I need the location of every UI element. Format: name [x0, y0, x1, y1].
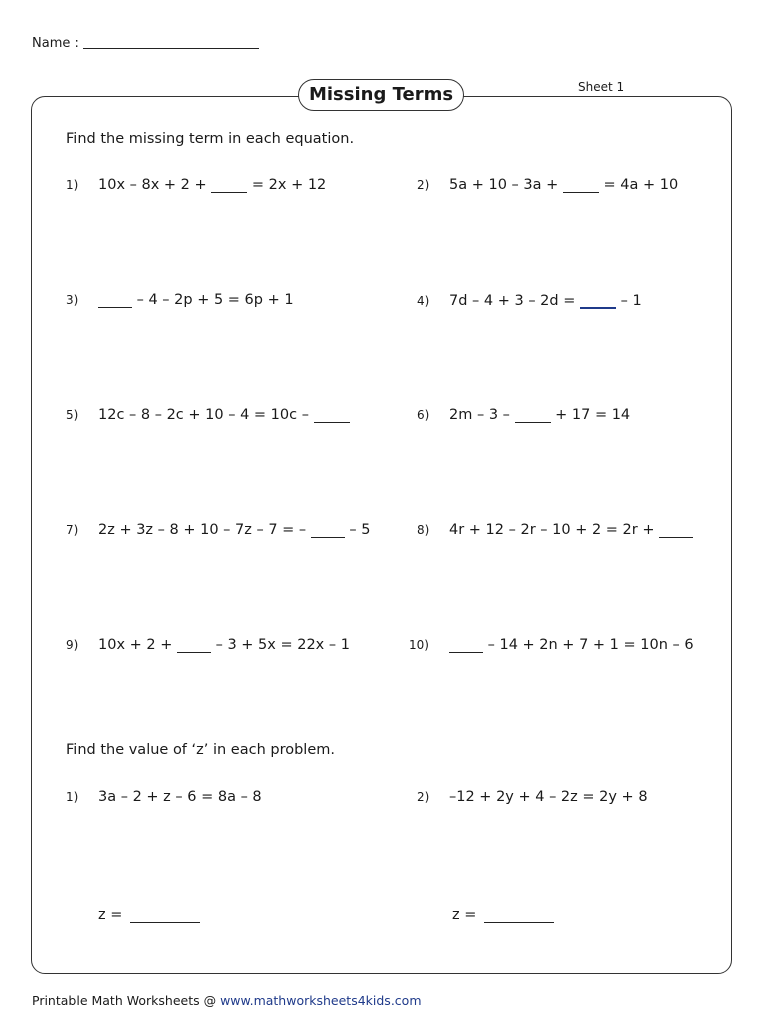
problem-text-before: 10x + 2 + — [98, 637, 173, 653]
name-input-line[interactable] — [83, 34, 259, 49]
problem-number: 10) — [409, 638, 429, 652]
footer — [32, 993, 422, 1008]
worksheet-title: Missing Terms — [298, 79, 464, 111]
problem-text-after: = 4a + 10 — [603, 177, 679, 193]
problem-text-after: + 17 = 14 — [555, 407, 631, 423]
answer-label: z = — [98, 907, 123, 923]
name-label: Name : — [32, 36, 79, 51]
problem-number: 6) — [417, 408, 430, 422]
missing-term-blank[interactable] — [98, 292, 132, 308]
z-problem-1 — [66, 789, 262, 805]
missing-term-blank[interactable] — [211, 177, 247, 193]
problem-number: 1) — [66, 178, 79, 192]
problem-5 — [66, 407, 350, 423]
z-problem-2 — [417, 789, 648, 805]
answer-input-line[interactable] — [484, 907, 554, 923]
missing-term-blank[interactable] — [449, 637, 483, 653]
missing-term-blank[interactable] — [580, 292, 616, 309]
problem-text-after: = 2x + 12 — [251, 177, 327, 193]
problem-text-after: – 4 – 2p + 5 = 6p + 1 — [136, 292, 294, 308]
problem-text-after: – 5 — [349, 522, 371, 538]
z-answer-1 — [98, 907, 200, 923]
problem-text-after: – 14 + 2n + 7 + 1 = 10n – 6 — [487, 637, 694, 653]
problem-1 — [66, 177, 326, 193]
problem-text-before: 12c – 8 – 2c + 10 – 4 = 10c – — [98, 407, 309, 423]
problem-text-before: 4r + 12 – 2r – 10 + 2 = 2r + — [449, 522, 655, 538]
problem-7 — [66, 522, 370, 538]
footer-url-link[interactable]: www.mathworksheets4kids.com — [220, 993, 422, 1008]
problem-number: 3) — [66, 293, 79, 307]
missing-term-blank[interactable] — [314, 407, 350, 423]
problem-number: 4) — [417, 294, 430, 308]
section2-instruction: Find the value of ‘z’ in each problem. — [66, 742, 335, 758]
sheet-label: Sheet 1 — [578, 80, 625, 94]
answer-input-line[interactable] — [130, 907, 200, 923]
problem-number: 7) — [66, 523, 79, 537]
problem-text-before: 2m – 3 – — [449, 407, 510, 423]
problem-4 — [417, 292, 642, 309]
missing-term-blank[interactable] — [177, 637, 211, 653]
problem-8 — [417, 522, 693, 538]
missing-term-blank[interactable] — [515, 407, 551, 423]
missing-term-blank[interactable] — [563, 177, 599, 193]
section1-instruction: Find the missing term in each equation. — [66, 131, 355, 147]
problem-number: 9) — [66, 638, 79, 652]
problem-9 — [66, 637, 350, 653]
problem-text-before: 10x – 8x + 2 + — [98, 177, 207, 193]
problem-text-before: 7d – 4 + 3 – 2d = — [449, 293, 576, 309]
problem-10 — [409, 637, 694, 653]
problem-text-before: 2z + 3z – 8 + 10 – 7z – 7 = – — [98, 522, 307, 538]
problem-2 — [417, 177, 678, 193]
missing-term-blank[interactable] — [311, 522, 345, 538]
problem-number: 8) — [417, 523, 430, 537]
problem-number: 1) — [66, 790, 79, 804]
footer-text: Printable Math Worksheets @ — [32, 993, 217, 1008]
z-answer-2 — [452, 907, 554, 923]
problem-text-before: 5a + 10 – 3a + — [449, 177, 559, 193]
problem-equation: –12 + 2y + 4 – 2z = 2y + 8 — [449, 789, 648, 805]
problem-6 — [417, 407, 630, 423]
answer-label: z = — [452, 907, 477, 923]
problem-text-after: – 1 — [620, 293, 642, 309]
problem-text-after: – 3 + 5x = 22x – 1 — [215, 637, 350, 653]
problem-number: 2) — [417, 178, 430, 192]
problem-number: 5) — [66, 408, 79, 422]
problem-3 — [66, 292, 294, 308]
name-field-row — [32, 34, 259, 51]
problem-equation: 3a – 2 + z – 6 = 8a – 8 — [98, 789, 262, 805]
missing-term-blank[interactable] — [659, 522, 693, 538]
problem-number: 2) — [417, 790, 430, 804]
